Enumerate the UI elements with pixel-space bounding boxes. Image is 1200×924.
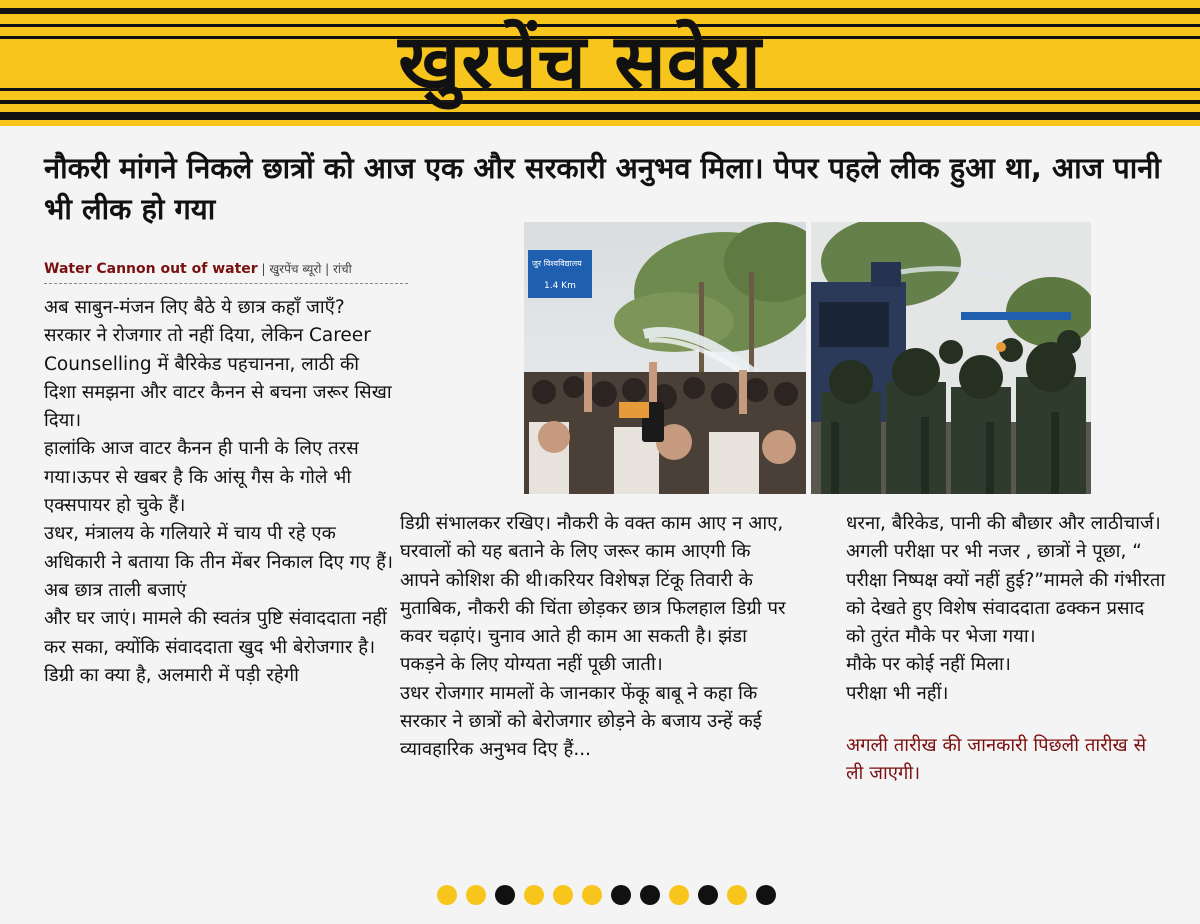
water-cannon-crowd-photo: [524, 222, 806, 494]
col3-paragraph-4: परीक्षा भी नहीं।: [846, 682, 949, 704]
decorative-dot: [437, 885, 457, 905]
decorative-dot: [553, 885, 573, 905]
masthead-title: खुरपेंच सवेरा: [398, 17, 762, 106]
sign-top-text: जुर विश्वविद्यालय: [532, 259, 582, 268]
byline-tag: Water Cannon out of water: [44, 261, 258, 277]
byline: [44, 260, 404, 284]
col1-paragraph-5: और घर जाएं। मामले की स्वतंत्र पुष्टि संवाददाता नहीं कर सका, क्योंकि संवाददाता खुद भी बेरोजगार है। डिग्री का क्या है, अलमारी में पड़ी रहेगी: [44, 608, 387, 686]
article-column-1: [44, 294, 394, 690]
decorative-dot: [756, 885, 776, 905]
sign-distance-text: 1.4 Km: [544, 281, 576, 291]
article-column-3: [846, 510, 1166, 789]
col2-paragraph-1: डिग्री संभालकर रखिए। नौकरी के वक्त काम आए न आए, घरवालों को यह बताने के लिए जरूर काम आएगी कि आपने कोशिश की थी।करियर विशेषज्ञ टिंकू तिवारी के मुताबिक, नौकरी की चिंता छोड़कर छात्र फिलहाल डिग्री पर कवर चढ़ाएं। चुनाव आते ही काम आ सकती है। झंडा पकड़ने के लिए योग्यता नहीं पूछी जाती।: [400, 513, 786, 676]
byline-meta: | खुरपेंच ब्यूरो | रांची: [257, 262, 352, 276]
riot-police-photo: [811, 222, 1091, 494]
decorative-dot: [698, 885, 718, 905]
masthead: [0, 0, 1200, 126]
col2-paragraph-2: उधर रोजगार मामलों के जानकार फेंकू बाबू ने कहा कि सरकार ने छात्रों को बेरोजगार छोड़ने के बजाय उन्हें कई व्यावहारिक अनुभव दिए हैं...: [400, 682, 762, 761]
col3-paragraph-1: धरना, बैरिकेड, पानी की बौछार और लाठीचार्ज।: [846, 513, 1161, 534]
decorative-dot: [727, 885, 747, 905]
decorative-dot: [611, 885, 631, 905]
decorative-dots: [437, 885, 777, 905]
article-column-2: [400, 510, 790, 765]
col1-paragraph-3: हालांकि आज वाटर कैनन ही पानी के लिए तरस गया।ऊपर से खबर है कि आंसू गैस के गोले भी एक्सपायर हो चुके हैं।: [44, 438, 359, 517]
closing-line: अगली तारीख की जानकारी पिछली तारीख से ली जाएगी।: [846, 735, 1147, 785]
decorative-dot: [495, 885, 515, 905]
byline-divider: [44, 283, 408, 284]
decorative-dot: [669, 885, 689, 905]
col3-paragraph-3: मौके पर कोई नहीं मिला।: [846, 654, 1011, 676]
decorative-dot: [582, 885, 602, 905]
decorative-dot: [466, 885, 486, 905]
col1-paragraph-4: उधर, मंत्रालय के गलियारे में चाय पी रहे एक अधिकारी ने बताया कि तीन मेंबर निकाल दिए गए हैं। अब छात्र ताली बजाएं: [44, 523, 394, 601]
decorative-dot: [524, 885, 544, 905]
col3-paragraph-2: अगली परीक्षा पर भी नजर , छात्रों ने पूछा, “ परीक्षा निष्पक्ष क्यों नहीं हुई?”मामले की गंभीरता को देखते हुए विशेष संवाददाता ढक्कन प्रसाद को तुरंत मौके पर भेजा गया।: [846, 541, 1166, 648]
col1-paragraph-2: सरकार ने रोजगार तो नहीं दिया, लेकिन Career Counselling में बैरिकेड पहचानना, लाठी की दिशा समझना और वाटर कैनन से बचना जरूर सिखा दिया।: [44, 325, 392, 432]
decorative-dot: [640, 885, 660, 905]
article-headline: नौकरी मांगने निकले छात्रों को आज एक और सरकारी अनुभव मिला। पेपर पहले लीक हुआ था, आज पानी भी लीक हो गया: [44, 151, 1161, 226]
col1-paragraph-1: अब साबुन-मंजन लिए बैठे ये छात्र कहाँ जाएँ?: [44, 297, 345, 318]
